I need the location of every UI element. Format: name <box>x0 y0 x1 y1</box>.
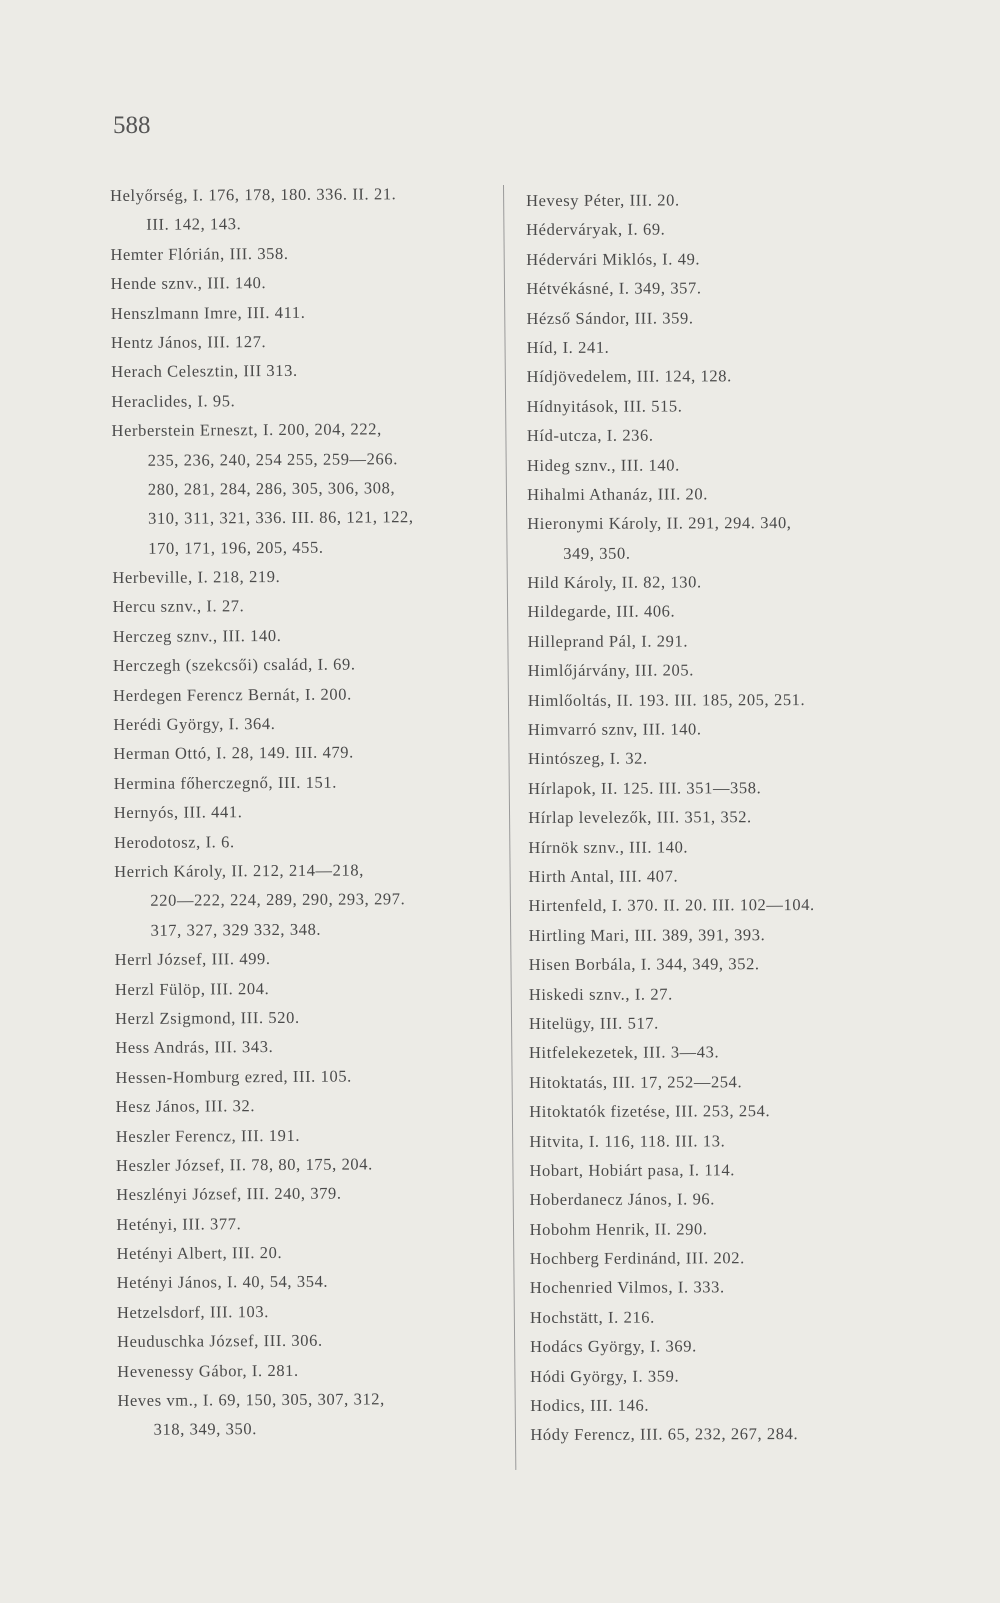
index-entry: Hisen Borbála, I. 344, 349, 352. <box>528 954 760 975</box>
index-entry-continuation: 349, 350. <box>563 543 631 563</box>
index-entry: Hochenried Vilmos, I. 333. <box>529 1277 725 1298</box>
index-entry: Hitfelekezetek, III. 3—43. <box>528 1042 720 1063</box>
index-entry: Heuduschka József, III. 306. <box>117 1330 323 1352</box>
index-entry: Herzl Zsigmond, III. 520. <box>115 1007 300 1028</box>
index-entry: Hitoktatók fizetése, III. 253, 254. <box>529 1101 771 1122</box>
index-entry: Herdegen Ferencz Bernát, I. 200. <box>113 684 352 705</box>
index-entry: Hódy Ferencz, III. 65, 232, 267, 284. <box>530 1424 799 1445</box>
index-entry: Hermina főherczegnő, III. 151. <box>113 772 337 793</box>
index-entry: Hobohm Henrik, II. 290. <box>529 1219 708 1239</box>
index-entry: Hevesy Péter, III. 20. <box>526 190 680 210</box>
index-entry: Heves vm., I. 69, 150, 305, 307, 312, <box>117 1389 385 1410</box>
index-entry: Himlőjárvány, III. 205. <box>527 660 694 681</box>
index-entry-continuation: III. 142, 143. <box>146 214 242 235</box>
index-entry: Heszler József, II. 78, 80, 175, 204. <box>115 1154 373 1175</box>
index-entry: Himlőoltás, II. 193. III. 185, 205, 251. <box>527 689 806 710</box>
index-entry: Hírlapok, II. 125. III. 351—358. <box>528 777 762 798</box>
index-entry: Herczegh (szekcsői) család, I. 69. <box>112 654 356 676</box>
index-entry-continuation: 280, 281, 284, 286, 305, 306, 308, <box>147 478 396 499</box>
index-entry: Hetényi, III. 377. <box>116 1213 242 1234</box>
index-entry: Hessen-Homburg ezred, III. 105. <box>115 1066 352 1087</box>
index-entry: Hédervári Miklós, I. 49. <box>526 249 701 269</box>
index-entry: Herodotosz, I. 6. <box>113 831 235 852</box>
index-entry: Hodics, III. 146. <box>530 1395 650 1416</box>
index-entry: Hetényi Albert, III. 20. <box>116 1243 283 1264</box>
index-entry: Helyőrség, I. 176, 178, 180. 336. II. 21. <box>110 184 397 205</box>
index-entry: Hirtenfeld, I. 370. II. 20. III. 102—104. <box>528 895 815 916</box>
index-entry: Hintószeg, I. 32. <box>527 749 648 769</box>
index-entry: Hiskedi sznv., I. 27. <box>528 984 673 1004</box>
index-entry: Hesz János, III. 32. <box>115 1096 256 1117</box>
index-entry: Hoberdanecz János, I. 96. <box>529 1189 716 1210</box>
index-entry: Henszlmann Imre, III. 411. <box>110 302 306 323</box>
index-entry: Hirtling Mari, III. 389, 391, 393. <box>528 924 766 945</box>
index-entry: Hídnyitások, III. 515. <box>526 396 683 416</box>
index-entry: Hétvékásné, I. 349, 357. <box>526 278 702 299</box>
index-entry: Hitvita, I. 116, 118. III. 13. <box>529 1130 726 1151</box>
index-entry-continuation: 235, 236, 240, 254 255, 259—266. <box>147 448 398 470</box>
index-entry: Hézső Sándor, III. 359. <box>526 307 694 328</box>
index-entry-continuation: 318, 349, 350. <box>153 1419 257 1440</box>
index-entry-continuation: 310, 311, 321, 336. III. 86, 121, 122, <box>148 507 414 529</box>
index-entry: Hídjövedelem, III. 124, 128. <box>526 366 732 387</box>
index-entry: Hitelügy, III. 517. <box>528 1013 659 1033</box>
index-entry: Hercu sznv., I. 27. <box>112 596 245 617</box>
index-entry: Herédi György, I. 364. <box>113 714 276 735</box>
index-entry: Hetényi János, I. 40, 54, 354. <box>116 1272 329 1293</box>
index-column-left <box>110 179 488 1445</box>
index-entry-continuation: 317, 327, 329 332, 348. <box>150 919 322 940</box>
index-entry: Hildegarde, III. 406. <box>527 601 676 622</box>
index-entry: Hitoktatás, III. 17, 252—254. <box>529 1071 743 1092</box>
index-entry: Hobart, Hobiárt pasa, I. 114. <box>529 1160 736 1180</box>
index-entry: Herman Ottó, I. 28, 149. III. 479. <box>113 742 354 764</box>
index-entry: Hende sznv., III. 140. <box>110 273 267 294</box>
index-entry: Hódi György, I. 359. <box>530 1366 680 1386</box>
index-entry: Hírnök sznv., III. 140. <box>528 837 689 857</box>
index-entry: Hernyós, III. 441. <box>113 802 243 823</box>
index-entry: Heraclides, I. 95. <box>111 390 236 411</box>
index-entry: Hideg sznv., III. 140. <box>526 454 680 475</box>
index-entry: Hieronymi Károly, II. 291, 294. 340, <box>527 513 792 534</box>
index-entry: Hemter Flórián, III. 358. <box>110 243 289 264</box>
index-entry: Herrl József, III. 499. <box>114 949 271 970</box>
page-number: 588 <box>113 112 151 139</box>
index-entry: Hihalmi Athanáz, III. 20. <box>527 484 708 504</box>
index-entry: Hild Károly, II. 82, 130. <box>527 572 702 593</box>
index-entry: Héderváryak, I. 69. <box>526 219 666 240</box>
index-entry: Herczeg sznv., III. 140. <box>112 625 282 646</box>
index-entry: Herzl Fülöp, III. 204. <box>114 978 270 999</box>
index-entry: Heszlényi József, III. 240, 379. <box>116 1183 342 1205</box>
index-entry: Herrich Károly, II. 212, 214—218, <box>114 860 364 881</box>
index-entry-continuation: 220—222, 224, 289, 290, 293, 297. <box>150 889 406 911</box>
index-entry: Hírlap levelezők, III. 351, 352. <box>528 807 752 828</box>
index-entry: Hodács György, I. 369. <box>530 1336 697 1357</box>
index-column-right <box>526 185 930 1450</box>
index-entry: Hess András, III. 343. <box>115 1037 274 1058</box>
index-entry: Heszler Ferencz, III. 191. <box>115 1125 301 1146</box>
index-entry-continuation: 170, 171, 196, 205, 455. <box>148 537 324 558</box>
index-entry: Himvarró sznv, III. 140. <box>527 719 702 740</box>
index-entry: Híd-utcza, I. 236. <box>526 425 654 446</box>
index-entry: Hochberg Ferdinánd, III. 202. <box>529 1248 745 1269</box>
index-entry: Hochstätt, I. 216. <box>529 1307 655 1327</box>
column-divider <box>503 185 516 1470</box>
index-entry: Herbeville, I. 218, 219. <box>112 567 281 588</box>
index-entry: Hilleprand Pál, I. 291. <box>527 631 689 651</box>
index-entry: Hirth Antal, III. 407. <box>528 866 679 886</box>
index-entry: Hevenessy Gábor, I. 281. <box>117 1360 299 1381</box>
index-entry: Herach Celesztin, III 313. <box>111 361 298 382</box>
index-entry: Hentz János, III. 127. <box>110 332 267 352</box>
index-entry: Herberstein Erneszt, I. 200, 204, 222, <box>111 419 382 441</box>
index-entry: Hetzelsdorf, III. 103. <box>116 1301 269 1322</box>
index-entry: Híd, I. 241. <box>526 337 610 357</box>
